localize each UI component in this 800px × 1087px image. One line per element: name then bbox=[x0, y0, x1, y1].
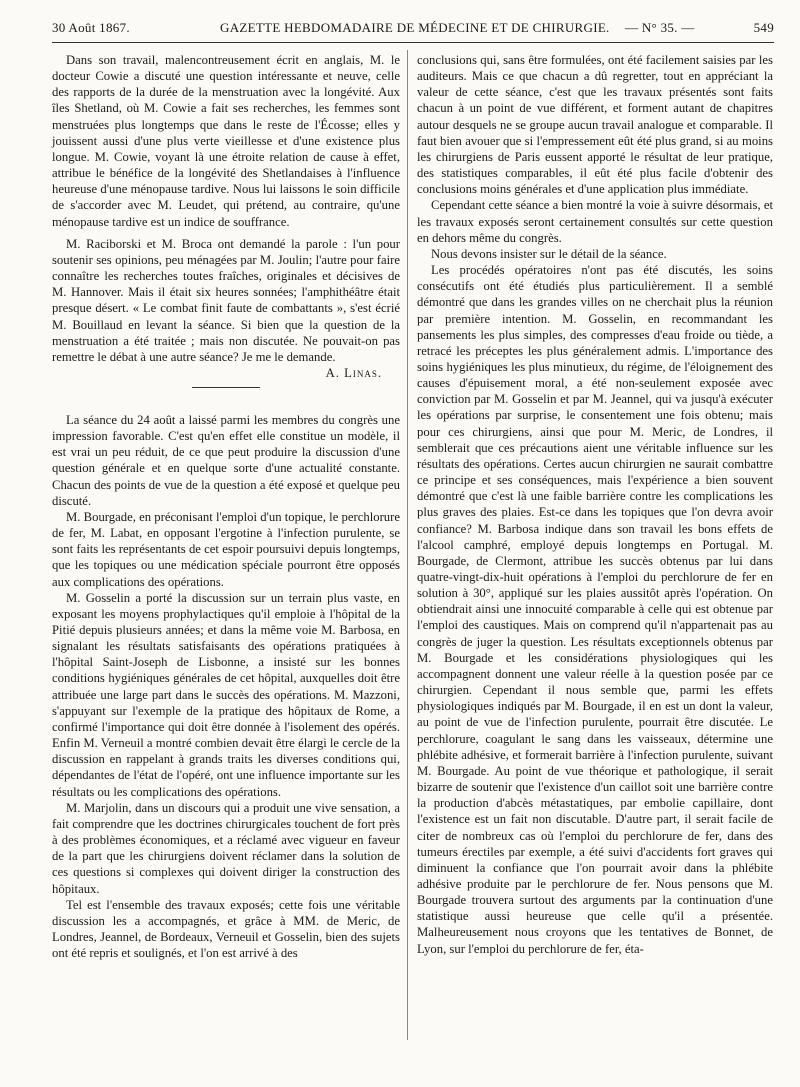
left-paragraph-4: M. Bourgade, en préconisant l'emploi d'un topique, le perchlorure de fer, M. Labat, en opposant l'ergotine à l'infection purulente, se sont faits les représentants de cet espoir poursuivi depuis longtemps, que les topiques ou une médication spéciale pourront être opposés aux complications des opérations. bbox=[52, 509, 400, 589]
left-paragraph-7: Tel est l'ensemble des travaux exposés; cette fois une véritable discussion les a accompagnés, et grâce à MM. de Meric, de Londres, Jeannel, de Bordeaux, Verneuil et Gosselin, bien des sujets ont été repris et soulignés, et l'on est arrivé à des bbox=[52, 897, 400, 961]
page-header bbox=[52, 20, 774, 40]
author-signature: A. Linas. bbox=[325, 365, 382, 380]
right-paragraph-2: Cependant cette séance a bien montré la voie à suivre désormais, et les travaux exposés seront certainement consultés sur cette question en dehors même du congrès. bbox=[417, 198, 773, 245]
left-paragraph-2-text: M. Raciborski et M. Broca ont demandé la parole : l'un pour soutenir ses opinions, peu ménagées par M. Joulin; l'autre pour faire connaître les recherches toutes fraîches, originales et décisives de M. Hannover. Mais il était six heures sonnées; l'amphithéâtre était presque désert. « Le combat finit faute de combattants », s'est écrié M. Bouillaud en levant la séance. Si bien que la question de la menstruation a été traitée ; mais non discutée. Ne pouvait-on pas remettre le débat à une autre séance? Je me le demande. bbox=[52, 236, 400, 364]
header-issue-number: — N° 35. — bbox=[625, 20, 695, 35]
right-paragraph-4: Les procédés opératoires n'ont pas été discutés, les soins consécutifs ont été étudiés plus particulièrement. Il a semblé démontré que dans les grandes villes on ne cherchait plus la réunion par première intention. M. Gosselin, en recommandant les pansements les plus simples, des compresses d'eau froide ou tiède, a retracé les préceptes les plus généralement admis. L'importance des soins hygiéniques les plus minutieux, du régime, de l'éloignement des causes d'épuisement moral, a été non-seulement exposée avec conviction par M. Gosselin et par M. Jeannel, qui va jusqu'à exécuter les opérations par surprise, le consentement une fois obtenu; mais pour ces chirurgiens, ainsi que pour M. Meric, de Londres, il semblerait que ces précautions aient une véritable influence sur les résultats des opérations. Certes aucun chirurgien ne saurait combattre ce principe et ses conséquences, mais l'expérience a bien souvent démontré que c'est là une faible barrière contre les complications les plus graves des plaies. Est-ce dans les topiques que l'on devra avoir confiance? M. Barbosa indique dans son travail les bons effets de l'alcool camphré, employé depuis longtemps en Portugal. M. Bourgade, de Clermont, attribue les succès obtenus par lui dans quatre-vingt-dix-huit opérations à l'emploi du perchlorure de fer en solution à 30°, appliqué sur les plaies aussitôt après l'opération. On obtiendrait ainsi une innocuité comparable à celle qui est obtenue par l'emploi des caustiques. Mais on comprend qu'il n'appartenait pas au congrès de juger la question. Les résultats exceptionnels obtenus par M. Bourgade et les considérations physiologiques qui les accompagnent donnent une valeur réelle à la question posée par ce chirurgien. Cependant il nous semble que, parmi les effets physiologiques indiqués par M. Bourgade, il en est un dont la valeur, au point de vue de l'infection purulente, pourrait être discutée. Le perchlorure, coagulant le sang dans les vaisseaux, détermine une phlébite adhésive, et formerait barrière à l'infection purulente, suivant M. Bourgade. Au point de vue théorique et pathologique, il serait bizarre de soutenir que l'existence d'un caillot soit une barrière contre la production d'abcès métastatiques, par embolie capillaire, dont l'existence est un fait non discutable. D'autre part, il serait facile de citer de nombreux cas où l'emploi du perchlorure de fer, dans des tumeurs érectiles par exemple, a été suivi d'accidents fort graves qui diminuent la confiance que l'on pourrait avoir dans la phlébite adhésive produite par le perchlorure de fer. Nous pensons que M. Bourgade trouvera surtout des arguments par la continuation d'une statistique aussi heureuse que celle qu'il a présentée. Malheureusement nous croyons que les tentatives de Bonnet, de Lyon, sur l'emploi du perchlorure de fer, éta- bbox=[417, 263, 773, 956]
header-rule bbox=[52, 42, 774, 43]
section-separator bbox=[192, 387, 260, 388]
right-paragraph-1: conclusions qui, sans être formulées, ont été facilement saisies par les auditeurs. Mais ce que chacun a dû regretter, tout en appréciant la valeur de cette séance, c'est que les travaux présentés sont faits chacun à un point de vue différent, et forment autant de chapitres autour desquels ne se groupe aucun travail analogue et comparable. Il faut bien avouer que si l'empressement eût été plus grand, si au moins les chirurgiens de Paris eussent apporté le résultat de leur pratique, des statistiques comparables, il eût été plus facile d'obtenir des conclusions moins générales et d'une application plus immédiate. bbox=[417, 53, 773, 197]
column-divider bbox=[407, 50, 408, 1040]
right-paragraph-3: Nous devons insister sur le détail de la séance. bbox=[431, 246, 667, 261]
right-column bbox=[417, 52, 773, 957]
left-column bbox=[52, 52, 400, 961]
left-paragraph-2 bbox=[52, 236, 400, 380]
left-paragraph-6: M. Marjolin, dans un discours qui a produit une vive sensation, a fait comprendre que les doctrines chirurgicales touchent de fort près à des problèmes économiques, et a réclamé avec vigueur en faveur de la part que les chirurgiens doivent réclamer dans la solution de ces questions si complexes qui doivent diriger la construction des hôpitaux. bbox=[52, 800, 400, 896]
header-date: 30 Août 1867. bbox=[52, 20, 130, 35]
header-title: GAZETTE HEBDOMADAIRE DE MÉDECINE ET DE CHIRURGIE. bbox=[220, 20, 610, 35]
header-page-number: 549 bbox=[753, 20, 774, 35]
left-paragraph-1: Dans son travail, malencontreusement écrit en anglais, M. le docteur Cowie a discuté une question intéressante et neuve, celle des rapports de la durée de la menstruation avec la longévité. Aux îles Shetland, où M. Cowie a fait ses recherches, les femmes sont menstruées plus longtemps que dans le reste de l'Écosse; elles y jouissent aussi d'une plus verte vieillesse et d'une existence plus longue. M. Cowie, voyant là une étroite relation de cause à effet, attribue le bénéfice de la longévité des Shetlandaises à l'influence heureuse d'une ménopause tardive. Nous lui laissons le soin difficile de s'accorder avec M. Leudet, qui prétend, au contraire, qu'une ménopause tardive est un indice de souffrance. bbox=[52, 53, 400, 229]
left-paragraph-3: La séance du 24 août a laissé parmi les membres du congrès une impression favorable. C'est qu'en effet elle constitue un modèle, il est vrai un peu réduit, de ce que peut produire la discussion d'une question générale et en quelque sorte d'une actualité constante. Chacun des points de vue de la question a été exposé et quelque peu discuté. bbox=[52, 412, 400, 508]
left-paragraph-5: M. Gosselin a porté la discussion sur un terrain plus vaste, en exposant les moyens prophylactiques qu'il emploie à l'hôpital de la Pitié depuis plusieurs années; et dans la même voie M. Barbosa, en signalant les résultats satisfaisants des opérations pratiquées à l'hôpital Saint-Joseph de Lisbonne, a insisté sur les bonnes conditions hygiéniques générales de cet hôpital, auxquelles doit être attribuée une large part dans le succès des opérations. M. Mazzoni, s'appuyant sur l'exemple de la pratique des hôpitaux de Rome, a confirmé l'importance qui doit être donnée à l'isolement des opérés. Enfin M. Verneuil a montré combien devait être élargi le cercle de la discussion en rappelant à grands traits les diverses conditions qui, dépendantes de l'état de l'opéré, ont une influence importante sur les résultats ou les complications des opérations. bbox=[52, 590, 400, 799]
